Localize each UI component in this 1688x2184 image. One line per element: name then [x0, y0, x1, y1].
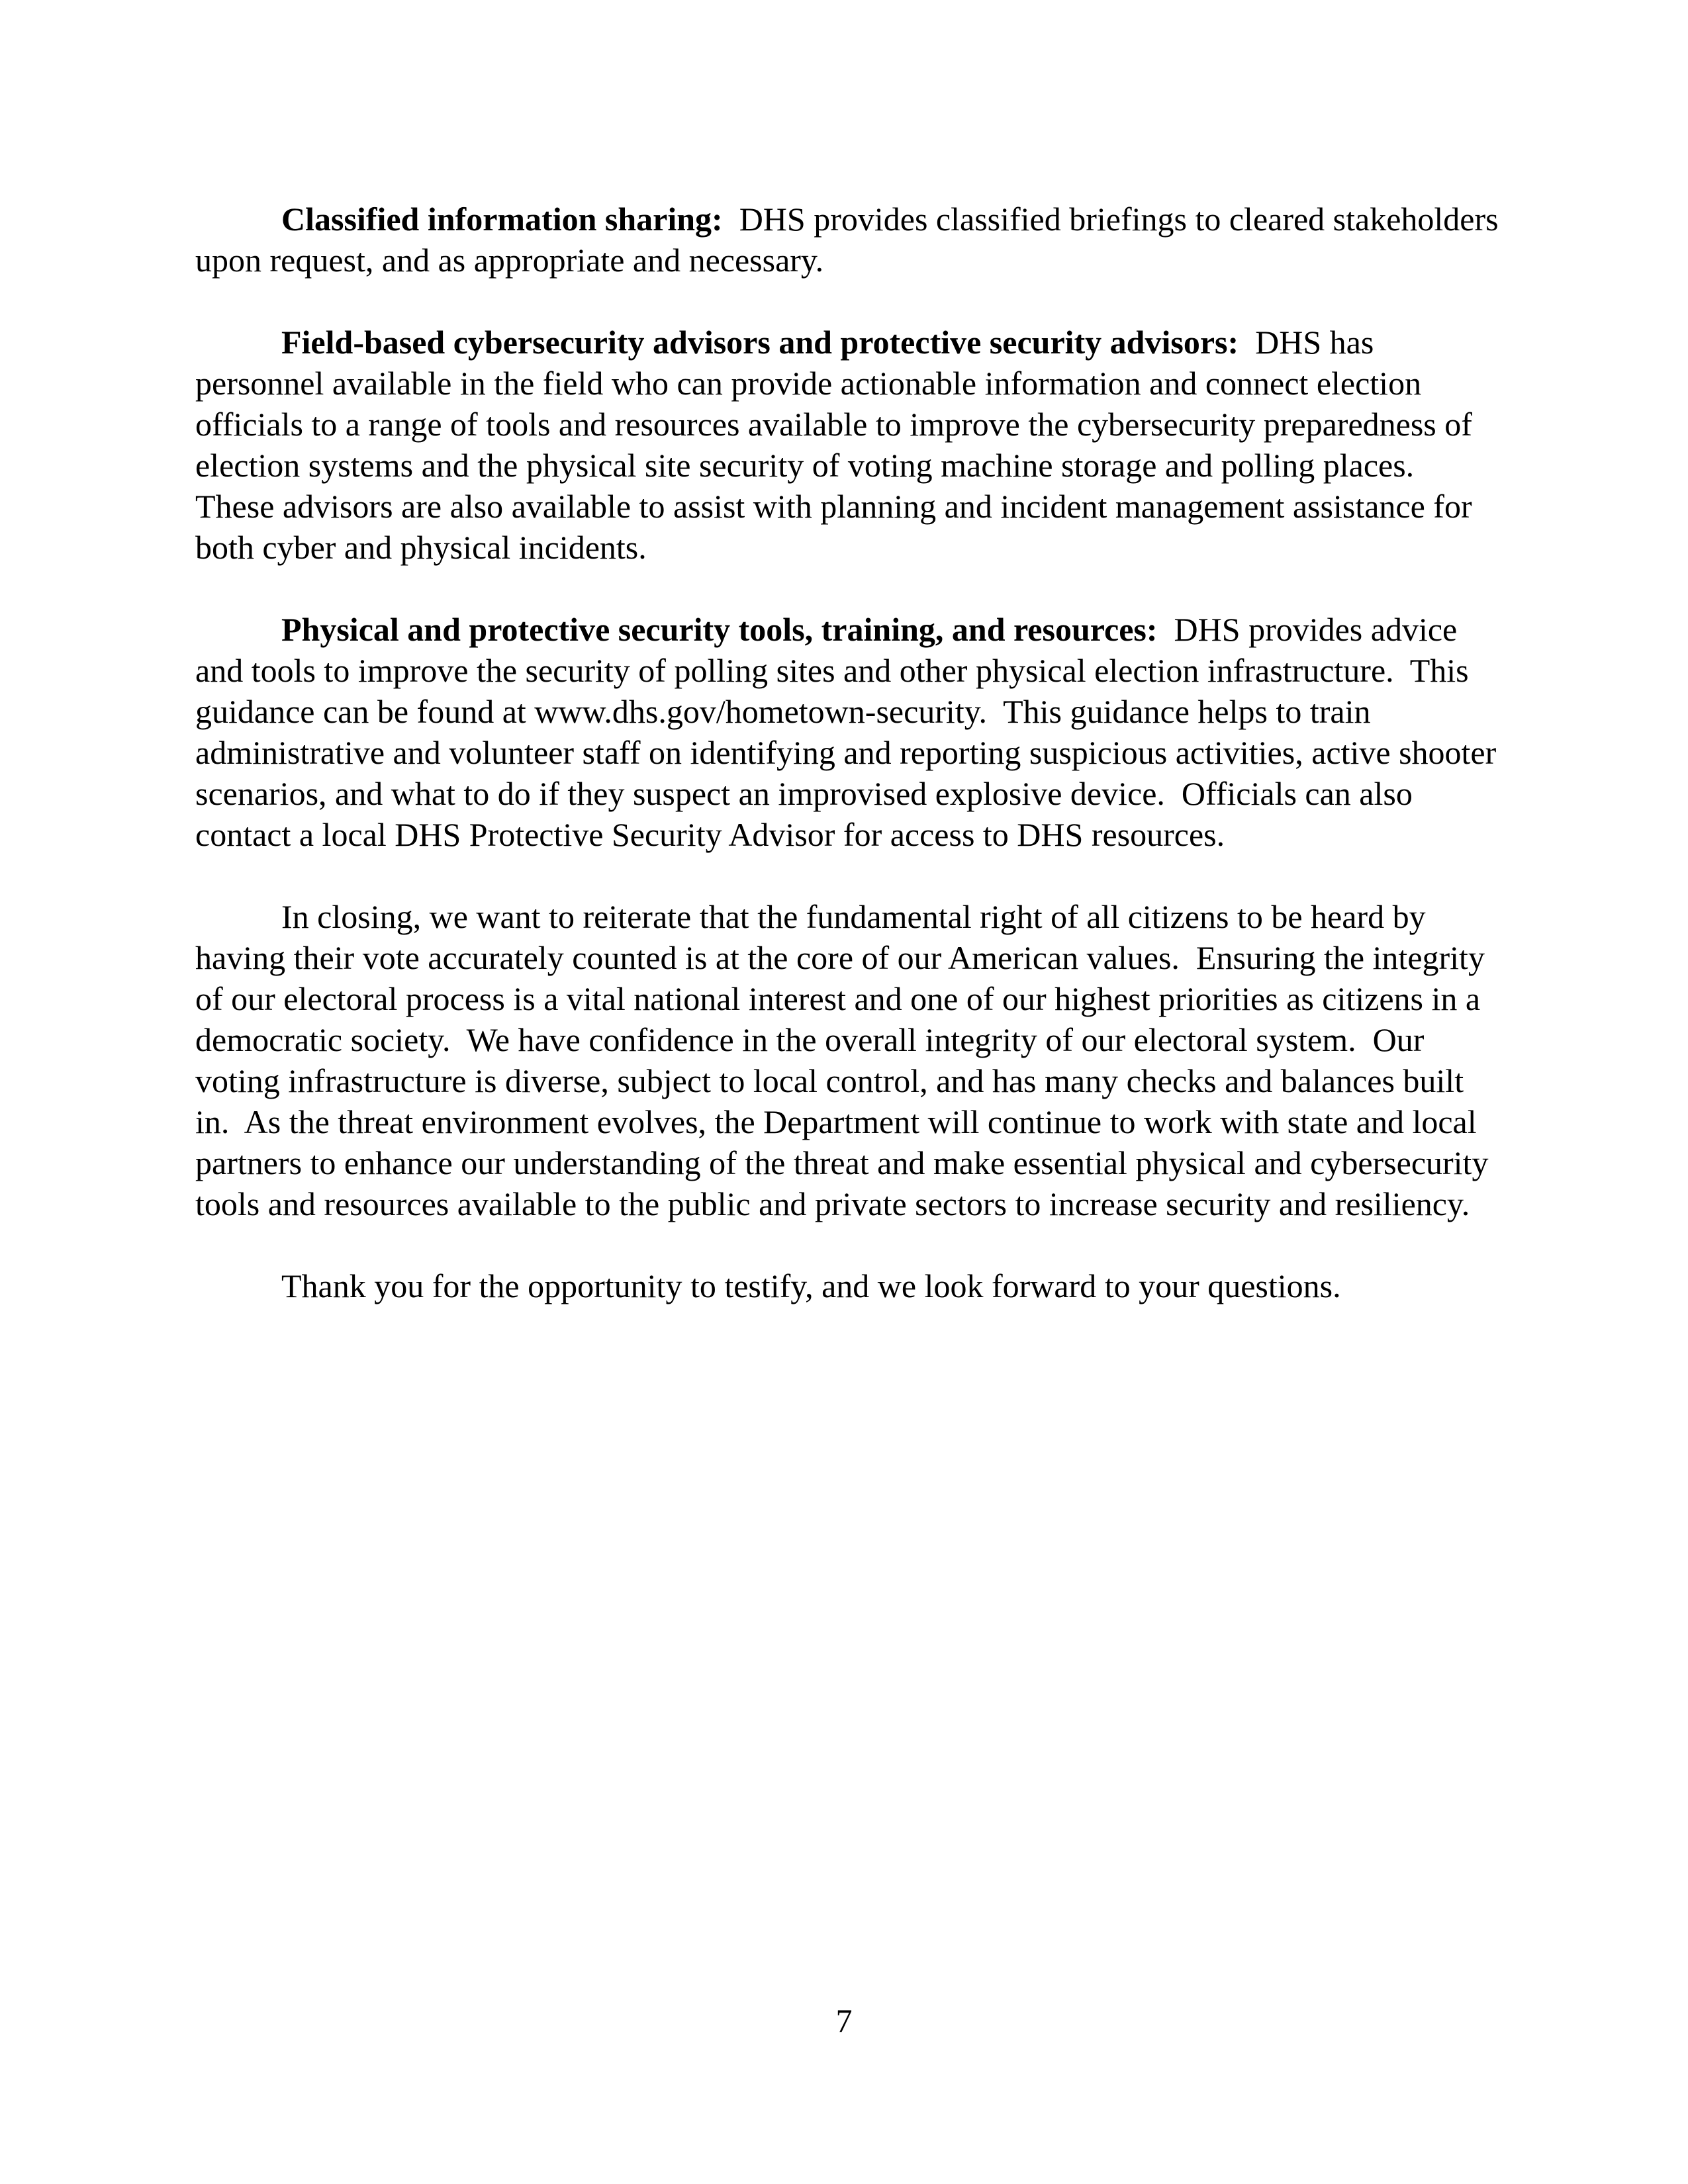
paragraph-lead: Classified information sharing:: [281, 201, 723, 238]
paragraph-body: In closing, we want to reiterate that the fundamental right of all citizens to be heard by having their vote accurately counted is at the core of our American values. Ensuring the integrity of our electoral process is a vital national interest and one of our highest priorities as citizens in a democratic society. We have confidence in the overall integrity of our electoral system. Our voting infrastructure is diverse, subject to local control, and has many checks and balances built in. As the threat environment evolves, the Department will continue to work with state and local partners to enhance our understanding of the threat and make essential physical and cybersecurity tools and resources available to the public and private sectors to increase security and resiliency.: [195, 898, 1497, 1222]
paragraph: [195, 896, 1503, 1224]
paragraph-body: Thank you for the opportunity to testify, and we look forward to your questions.: [281, 1267, 1341, 1304]
page-number: 7: [835, 2002, 853, 2039]
paragraph-lead: Physical and protective security tools, training, and resources:: [281, 611, 1158, 648]
paragraph: [195, 199, 1507, 281]
paragraph: [195, 609, 1503, 855]
paragraph-body: DHS has personnel available in the field who can provide actionable information and connect election officials to a range of tools and resources available to improve the cybersecurity preparedness of election systems and the physical site security of voting machine storage and polling places. These advisors are also available to assist with planning and incident management assistance for both cyber and physical incidents.: [195, 324, 1481, 566]
paragraph: [195, 1265, 1503, 1306]
document-body: [195, 199, 1507, 1347]
paragraph: [195, 322, 1503, 568]
paragraph-body: DHS provides advice and tools to improve the security of polling sites and other physical election infrastructure. This guidance can be found at www.dhs.gov/hometown-security. This guidance helps to train administrative and volunteer staff on identifying and reporting suspicious activities, active shooter scenarios, and what to do if they suspect an improvised explosive device. Officials can also contact a local DHS Protective Security Advisor for access to DHS resources.: [195, 611, 1505, 853]
paragraph-body: DHS provides classified briefings to cleared stakeholders upon request, and as appropriate and necessary.: [195, 201, 1507, 279]
paragraph-lead: Field-based cybersecurity advisors and protective security advisors:: [281, 324, 1239, 361]
